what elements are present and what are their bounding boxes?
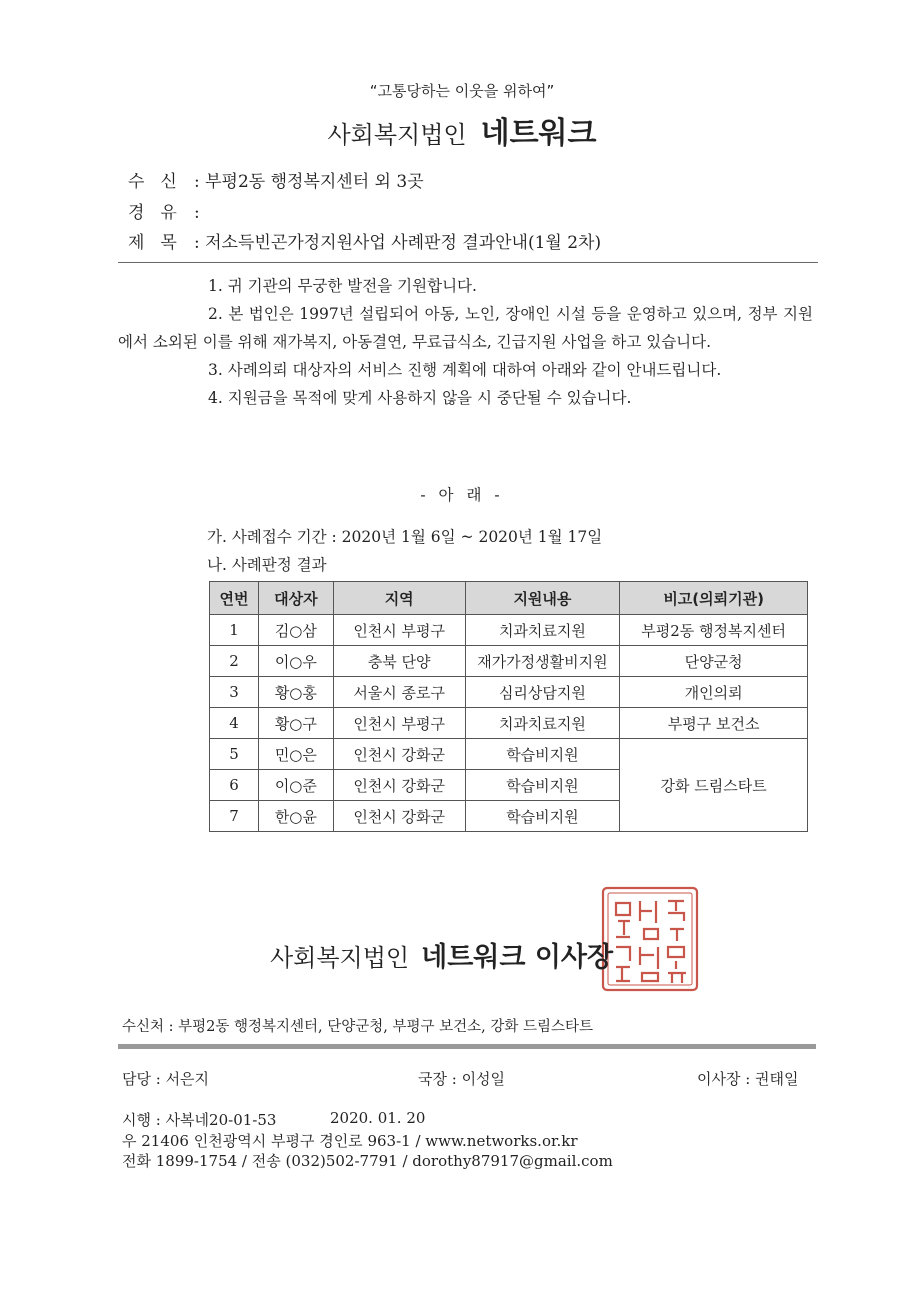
cell-note-merged: 강화 드림스타트	[620, 739, 808, 832]
body-paragraphs	[118, 272, 813, 412]
header-divider	[118, 262, 818, 263]
body-item-3: 3. 사례의뢰 대상자의 서비스 진행 계획에 대하여 아래와 같이 안내드립니다.	[208, 361, 722, 379]
cell-region: 충북 단양	[333, 646, 465, 677]
body-item-2: 2. 본 법인은 1997년 설립되어 아동, 노인, 장애인 시설 등을 운영하고 있으며, 정부 지원에서 소외된 이를 위해 재가복지, 아동결연, 무료급식소, 긴급지원 사업을 하고 있습니다.	[118, 305, 813, 351]
header-note: 비고(의뢰기관)	[620, 582, 808, 615]
cell-no: 2	[210, 646, 259, 677]
table-row	[210, 646, 808, 677]
cell-support: 학습비지원	[465, 801, 620, 832]
table-row	[210, 677, 808, 708]
cell-person: 한○윤	[258, 801, 333, 832]
cell-person: 민○은	[258, 739, 333, 770]
header-support: 지원내용	[465, 582, 620, 615]
table-row	[210, 615, 808, 646]
cell-no: 1	[210, 615, 259, 646]
cell-support: 심리상담지원	[465, 677, 620, 708]
cell-no: 7	[210, 801, 259, 832]
cell-region: 인천시 강화군	[333, 801, 465, 832]
header-no: 연번	[210, 582, 259, 615]
recipient-line	[128, 167, 424, 192]
cell-person: 김○삼	[258, 615, 333, 646]
body-item-1: 1. 귀 기관의 무궁한 발전을 기원합니다.	[208, 277, 477, 295]
cell-region: 인천시 부평구	[333, 708, 465, 739]
below-heading: - 아 래 -	[420, 486, 504, 504]
table-row	[210, 739, 808, 770]
reception-period: 가. 사례접수 기간 : 2020년 1월 6일 ~ 2020년 1월 17일	[207, 528, 603, 546]
cell-person: 이○우	[258, 646, 333, 677]
case-result-table	[209, 581, 808, 832]
table-row	[210, 708, 808, 739]
cell-support: 치과치료지원	[465, 615, 620, 646]
cell-region: 서울시 종로구	[333, 677, 465, 708]
doc-date: 2020. 01. 20	[330, 1109, 426, 1127]
cell-person: 이○준	[258, 770, 333, 801]
header-region: 지역	[333, 582, 465, 615]
address-line: 우 21406 인천광역시 부평구 경인로 963-1 / www.networks.or.kr	[122, 1132, 578, 1150]
table-header-row	[210, 582, 808, 615]
official-seal-stamp	[600, 885, 700, 993]
signature-prefix: 사회복지법인	[270, 944, 410, 972]
recipients-list: 수신처 : 부평2동 행정복지센터, 단양군청, 부평구 보건소, 강화 드림스타트	[122, 1019, 594, 1035]
cell-note: 개인의뢰	[620, 677, 808, 708]
cell-note: 단양군청	[620, 646, 808, 677]
cell-note: 부평구 보건소	[620, 708, 808, 739]
staff-chairman: 이사장 : 권태일	[697, 1070, 799, 1088]
org-name: 네트워크	[480, 116, 597, 151]
subject-label: 제목	[128, 233, 193, 253]
staff-manager: 담당 : 서은지	[122, 1070, 210, 1088]
cell-support: 학습비지원	[465, 739, 620, 770]
cell-support: 치과치료지원	[465, 708, 620, 739]
subject-line	[128, 228, 601, 253]
via-label: 경유	[128, 203, 193, 223]
recipient-label: 수신	[128, 172, 193, 192]
cell-region: 인천시 부평구	[333, 615, 465, 646]
cell-region: 인천시 강화군	[333, 739, 465, 770]
staff-director: 국장 : 이성일	[418, 1070, 506, 1088]
cell-no: 3	[210, 677, 259, 708]
doc-number: 시행 : 사복네20-01-53	[122, 1111, 277, 1129]
footer-divider	[118, 1044, 816, 1049]
result-title: 나. 사례판정 결과	[207, 556, 327, 574]
signature-name: 네트워크 이사장	[421, 942, 614, 973]
cell-no: 6	[210, 770, 259, 801]
body-item-4: 4. 지원금을 목적에 맞게 사용하지 않을 시 중단될 수 있습니다.	[208, 389, 632, 407]
via-value: :	[194, 203, 200, 223]
org-prefix: 사회복지법인	[327, 121, 467, 149]
cell-support: 재가가정생활비지원	[465, 646, 620, 677]
organization-header	[0, 108, 924, 152]
signature-line	[270, 935, 613, 974]
header-person: 대상자	[258, 582, 333, 615]
cell-no: 4	[210, 708, 259, 739]
recipient-value: : 부평2동 행정복지센터 외 3곳	[194, 172, 424, 192]
contact-line: 전화 1899-1754 / 전송 (032)502-7791 / dorothy87917@gmail.com	[122, 1152, 613, 1170]
motto: “고통당하는 이웃을 위하여”	[369, 82, 555, 100]
cell-support: 학습비지원	[465, 770, 620, 801]
subject-value: : 저소득빈곤가정지원사업 사례판정 결과안내(1월 2차)	[194, 233, 602, 253]
cell-region: 인천시 강화군	[333, 770, 465, 801]
via-line	[128, 198, 200, 223]
cell-person: 황○홍	[258, 677, 333, 708]
cell-note: 부평2동 행정복지센터	[620, 615, 808, 646]
cell-person: 황○구	[258, 708, 333, 739]
cell-no: 5	[210, 739, 259, 770]
